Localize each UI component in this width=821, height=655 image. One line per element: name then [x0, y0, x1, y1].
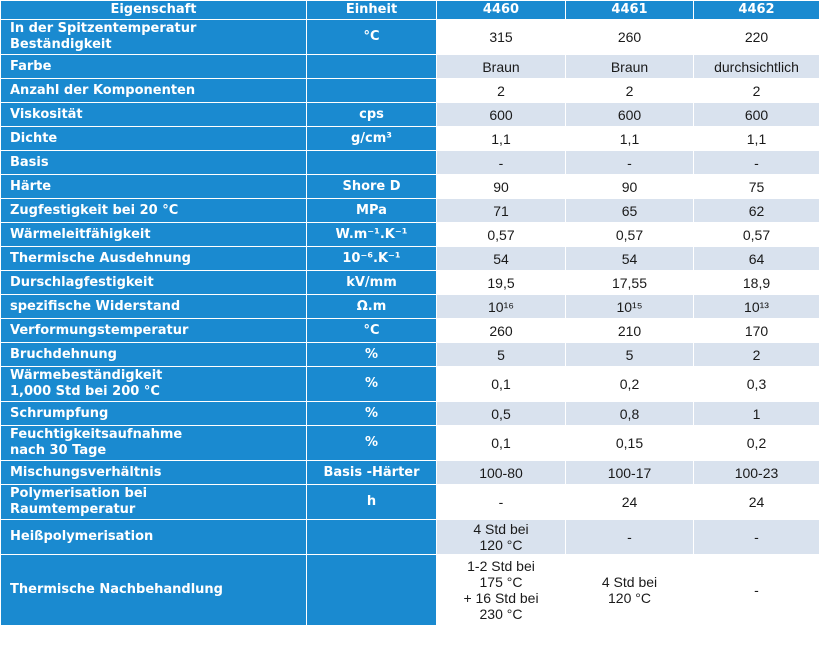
unit-cell: % [307, 402, 437, 426]
table-row [1, 402, 820, 426]
value-cell-4462 [694, 55, 820, 79]
unit-cell [307, 151, 437, 175]
value-cell-4461 [566, 555, 694, 626]
text-line: Thermische Nachbehandlung [10, 582, 223, 597]
text-line: 1,1 [619, 130, 640, 147]
table-row [1, 247, 820, 271]
value-cell-4460 [437, 247, 566, 271]
text-line: 10¹⁶ [488, 298, 514, 315]
value-cell-4461 [566, 426, 694, 461]
property-cell [1, 402, 307, 426]
value-cell-4460 [437, 79, 566, 103]
table-row [1, 485, 820, 520]
value-cell-4461 [566, 151, 694, 175]
text-line: durchsichtlich [714, 58, 799, 75]
text-line: 4 Std bei [473, 521, 529, 537]
text-line: 175 °C [479, 574, 523, 590]
text-line: 0,57 [742, 226, 771, 243]
unit-cell: °C [307, 319, 437, 343]
text-line: 5 [497, 346, 505, 363]
text-line: 0,57 [615, 226, 644, 243]
text-line: 0,3 [746, 376, 767, 392]
header-product-4462: 4462 [694, 1, 820, 20]
table-row [1, 199, 820, 223]
text-line: 600 [617, 106, 642, 123]
unit-cell: W.m⁻¹.K⁻¹ [307, 223, 437, 247]
text-line: 1,1 [746, 130, 767, 147]
value-cell-4461 [566, 461, 694, 485]
property-cell [1, 271, 307, 295]
text-line: Bruchdehnung [10, 346, 117, 362]
text-line: 600 [489, 106, 513, 123]
text-line: Anzahl der Komponenten [10, 82, 196, 98]
unit-cell: h [307, 485, 437, 520]
value-cell-4461 [566, 223, 694, 247]
text-line: Braun [610, 58, 649, 75]
text-line: 5 [625, 346, 634, 363]
value-cell-4460 [437, 485, 566, 520]
text-line: 2 [625, 82, 634, 99]
table-row [1, 461, 820, 485]
text-line: 90 [621, 178, 638, 195]
text-line: Verformungstemperatur [10, 322, 189, 338]
value-cell-4460 [437, 175, 566, 199]
text-line: Viskosität [10, 106, 83, 122]
value-cell-4462 [694, 520, 820, 555]
table-row [1, 343, 820, 367]
table-row [1, 79, 820, 103]
value-cell-4460 [437, 223, 566, 247]
property-cell [1, 343, 307, 367]
table-row [1, 55, 820, 79]
value-cell-4462 [694, 199, 820, 223]
text-line: 220 [744, 29, 769, 45]
value-cell-4462 [694, 402, 820, 426]
value-cell-4462 [694, 367, 820, 402]
text-line: Basis [10, 154, 49, 170]
text-line: 0,1 [491, 376, 511, 392]
table-row [1, 20, 820, 55]
value-cell-4460 [437, 127, 566, 151]
text-line: Thermische Ausdehnung [10, 250, 191, 266]
value-cell-4462 [694, 319, 820, 343]
text-line: 19,5 [487, 274, 515, 291]
text-line: 54 [621, 250, 638, 267]
text-line: 120 °C [608, 590, 651, 606]
value-cell-4461 [566, 485, 694, 520]
text-line: Beständigkeit [10, 37, 112, 52]
value-cell-4462 [694, 247, 820, 271]
table-row [1, 271, 820, 295]
text-line: 120 °C [479, 537, 523, 553]
table-row [1, 319, 820, 343]
text-line: 2 [497, 82, 505, 99]
value-cell-4461 [566, 295, 694, 319]
value-cell-4462 [694, 485, 820, 520]
value-cell-4461 [566, 199, 694, 223]
text-line: 100-80 [479, 464, 523, 481]
value-cell-4460 [437, 402, 566, 426]
text-line: Farbe [10, 58, 52, 74]
table-row [1, 175, 820, 199]
value-cell-4462 [694, 151, 820, 175]
text-line: 1,000 Std bei 200 °C [10, 384, 160, 399]
text-line: 71 [493, 202, 509, 219]
text-line: 10¹⁵ [616, 298, 643, 315]
text-line: Feuchtigkeitsaufnahme [10, 427, 183, 442]
text-line: 65 [621, 202, 638, 219]
text-line: Härte [10, 178, 52, 194]
table-row [1, 520, 820, 555]
property-cell [1, 295, 307, 319]
text-line: 0,2 [619, 376, 640, 392]
table-row [1, 426, 820, 461]
text-line: 4 Std bei [601, 574, 658, 590]
value-cell-4461 [566, 103, 694, 127]
text-line: 1-2 Std bei [467, 558, 535, 574]
text-line: 62 [748, 202, 765, 219]
value-cell-4460 [437, 151, 566, 175]
text-line: Wärmebeständigkeit [10, 368, 163, 383]
text-line: 24 [621, 494, 638, 510]
text-line: spezifische Widerstand [10, 298, 181, 314]
property-cell [1, 175, 307, 199]
unit-cell: % [307, 426, 437, 461]
text-line: 17,55 [611, 274, 648, 291]
text-line: 0,2 [746, 435, 767, 451]
text-line: - [627, 529, 632, 545]
property-cell [1, 461, 307, 485]
value-cell-4460 [437, 103, 566, 127]
value-cell-4460 [437, 199, 566, 223]
text-line: 170 [744, 322, 769, 339]
text-line: Mischungsverhältnis [10, 464, 162, 480]
property-cell [1, 79, 307, 103]
value-cell-4461 [566, 55, 694, 79]
value-cell-4462 [694, 295, 820, 319]
value-cell-4461 [566, 20, 694, 55]
text-line: 24 [748, 494, 765, 510]
text-line: 0,5 [491, 405, 511, 422]
text-line: Braun [482, 58, 520, 75]
text-line: 230 °C [479, 606, 523, 622]
value-cell-4462 [694, 271, 820, 295]
header-property: Eigenschaft [1, 1, 307, 20]
text-line: - [627, 154, 632, 171]
unit-cell: Shore D [307, 175, 437, 199]
value-cell-4460 [437, 461, 566, 485]
value-cell-4462 [694, 343, 820, 367]
text-line: 2 [752, 82, 761, 99]
value-cell-4461 [566, 79, 694, 103]
property-cell [1, 55, 307, 79]
text-line: Dichte [10, 130, 58, 146]
value-cell-4462 [694, 20, 820, 55]
text-line: + 16 Std bei [463, 590, 539, 606]
text-line: 100-23 [734, 464, 779, 481]
text-line: - [754, 154, 759, 171]
value-cell-4462 [694, 79, 820, 103]
property-cell [1, 127, 307, 151]
text-line: Raumtemperatur [10, 502, 136, 517]
table-body [1, 20, 820, 626]
text-line: 90 [493, 178, 509, 195]
text-line: 64 [748, 250, 765, 267]
text-line: 0,8 [619, 405, 640, 422]
text-line: 0,15 [615, 435, 644, 451]
text-line: 100-17 [607, 464, 652, 481]
value-cell-4460 [437, 367, 566, 402]
text-line: 10¹³ [744, 298, 769, 315]
text-line: In der Spitzentemperatur [10, 21, 197, 36]
header-unit: Einheit [307, 1, 437, 20]
unit-cell: g/cm³ [307, 127, 437, 151]
text-line: - [754, 529, 759, 545]
text-line: Heißpolymerisation [10, 529, 154, 544]
table-header-row [1, 1, 820, 20]
value-cell-4460 [437, 555, 566, 626]
value-cell-4461 [566, 402, 694, 426]
property-cell [1, 223, 307, 247]
unit-cell: % [307, 367, 437, 402]
value-cell-4460 [437, 319, 566, 343]
value-cell-4460 [437, 343, 566, 367]
table-row [1, 555, 820, 626]
unit-cell: kV/mm [307, 271, 437, 295]
unit-cell: Ω.m [307, 295, 437, 319]
property-cell [1, 367, 307, 402]
value-cell-4461 [566, 127, 694, 151]
text-line: 18,9 [742, 274, 771, 291]
value-cell-4460 [437, 271, 566, 295]
unit-cell [307, 520, 437, 555]
text-line: 54 [493, 250, 509, 267]
value-cell-4462 [694, 426, 820, 461]
text-line: nach 30 Tage [10, 443, 107, 458]
unit-cell: Basis -Härter [307, 461, 437, 485]
unit-cell [307, 79, 437, 103]
text-line: 315 [489, 29, 513, 45]
property-cell [1, 426, 307, 461]
text-line: 210 [617, 322, 642, 339]
table-row [1, 151, 820, 175]
text-line: - [754, 582, 759, 598]
value-cell-4460 [437, 426, 566, 461]
text-line: 0,1 [491, 435, 511, 451]
unit-cell: 10⁻⁶.K⁻¹ [307, 247, 437, 271]
value-cell-4460 [437, 55, 566, 79]
property-cell [1, 151, 307, 175]
text-line: 2 [752, 346, 761, 363]
text-line: Schrumpfung [10, 405, 109, 421]
text-line: 260 [617, 29, 642, 45]
text-line: 1,1 [491, 130, 511, 147]
value-cell-4462 [694, 555, 820, 626]
property-cell [1, 520, 307, 555]
text-line: Zugfestigkeit bei 20 °C [10, 202, 179, 218]
property-cell [1, 247, 307, 271]
unit-cell [307, 555, 437, 626]
value-cell-4462 [694, 223, 820, 247]
header-product-4461: 4461 [566, 1, 694, 20]
value-cell-4460 [437, 520, 566, 555]
text-line: 260 [489, 322, 513, 339]
property-cell [1, 319, 307, 343]
unit-cell: cps [307, 103, 437, 127]
property-cell [1, 20, 307, 55]
value-cell-4461 [566, 271, 694, 295]
table-row [1, 127, 820, 151]
text-line: Polymerisation bei [10, 486, 148, 501]
unit-cell: °C [307, 20, 437, 55]
property-cell [1, 555, 307, 626]
text-line: Wärmeleitfähigkeit [10, 226, 151, 242]
unit-cell: % [307, 343, 437, 367]
value-cell-4462 [694, 103, 820, 127]
value-cell-4460 [437, 20, 566, 55]
text-line: Durschlagfestigkeit [10, 274, 154, 290]
value-cell-4461 [566, 319, 694, 343]
unit-cell [307, 55, 437, 79]
value-cell-4461 [566, 343, 694, 367]
value-cell-4462 [694, 461, 820, 485]
value-cell-4462 [694, 127, 820, 151]
text-line: 600 [744, 106, 769, 123]
text-line: 0,57 [487, 226, 515, 243]
table-row [1, 223, 820, 247]
property-cell [1, 199, 307, 223]
table-row [1, 367, 820, 402]
value-cell-4462 [694, 175, 820, 199]
text-line: 75 [748, 178, 765, 195]
table-row [1, 103, 820, 127]
text-line: - [498, 154, 504, 171]
header-product-4460: 4460 [437, 1, 566, 20]
value-cell-4460 [437, 295, 566, 319]
value-cell-4461 [566, 367, 694, 402]
table-row [1, 295, 820, 319]
text-line: - [498, 494, 504, 510]
value-cell-4461 [566, 175, 694, 199]
value-cell-4461 [566, 247, 694, 271]
text-line: 1 [752, 405, 761, 422]
value-cell-4461 [566, 520, 694, 555]
property-cell [1, 485, 307, 520]
property-cell [1, 103, 307, 127]
unit-cell: MPa [307, 199, 437, 223]
